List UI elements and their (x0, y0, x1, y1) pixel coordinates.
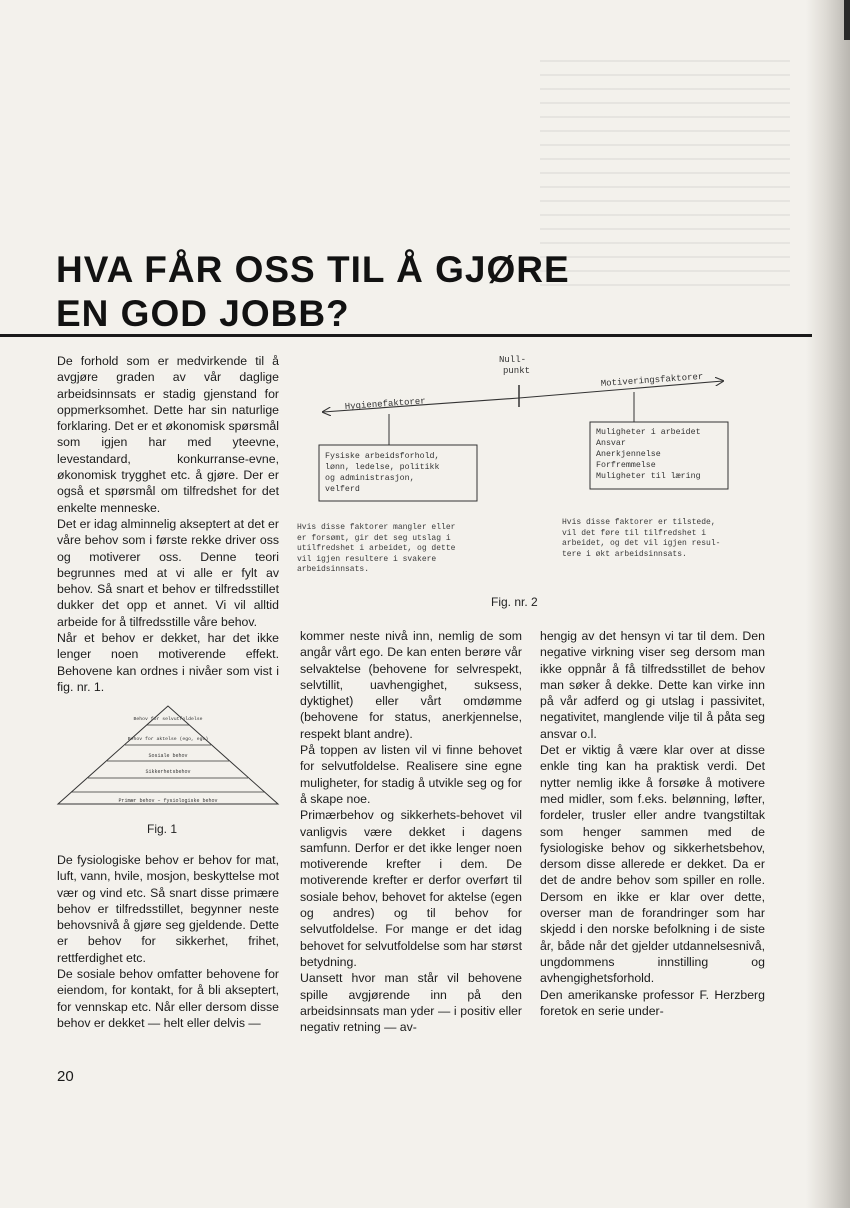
paragraph: De fysiologiske behov er behov for mat, luft, vann, hvile, mosjon, beskyttelse mot vær og vind etc. Så snart disse primære behov er tilfredsstillet, begynner neste behovsnivå å gjøre seg gjeldende. Dette er behov for sikkerhet, frihet, rettferdighet etc. (57, 853, 279, 965)
title-line-2: EN GOD JOBB? (56, 293, 350, 334)
fig2-nullpoint-label: Null- (499, 355, 527, 365)
page-edge (844, 0, 850, 40)
page-binding-shadow (806, 0, 850, 1208)
fig2-diagram (285, 345, 785, 505)
fig2-motivation-item: Muligheter til læring (596, 472, 701, 481)
note-line: arbeidsinnsats. (297, 565, 370, 574)
fig2-hygiene-item: og administrasjon, (325, 474, 415, 483)
title-line-1: HVA FÅR OSS TIL Å GJØRE (56, 249, 570, 290)
note-line: er forsømt, gir det seg utslag i (297, 533, 451, 543)
fig2-hygiene-item: velferd (325, 485, 360, 494)
paragraph: De forhold som er medvirkende til å avgjøre graden av vår daglige arbeidsinnsats er stadig gjenstand for oppmerksomhet. Dette har sin naturlige forklaring. Det er et økonomisk spørsmål som igjen har med yteevne, levestandard, konkurranse-evne, økonomisk trygghet etc. å gjøre. Der er også et spørsmål om tilfredshet for det enkelte menneske. (57, 354, 279, 515)
pyramid-level-1: Behov for selvutfoldelse (133, 717, 203, 722)
paragraph: Det er viktig å være klar over at disse enkle ting kan ha praktisk verdi. Det nytter nemlig ikke å forsøke å motivere med midler, som f.eks. belønning, løfter, fordeler, trusler eller andre tvangstiltak som henger sammen med de fysiologiske behov og sikkerhetsbehov, dersom disse allerede er dekket. Da er det de andre behov som spiller en rolle. Dersom en ikke er klar over dette, overser man de forandringer som har skjedd i den norske befolkning i de siste år, både når det gjelder utdannelsesnivå, ungdommens innstilling og avhengighetsforhold. (540, 743, 765, 986)
fig1-caption: Fig. 1 (147, 822, 178, 836)
column-3 (540, 628, 765, 1019)
fig2-motivation-note (562, 518, 772, 560)
pyramid-level-3: Sosiale behov (148, 753, 188, 759)
fig1-pyramid (55, 700, 281, 810)
fig2-caption: Fig. nr. 2 (491, 595, 538, 609)
paragraph: Den amerikanske professor F. Herzberg foretok en serie under- (540, 987, 765, 1018)
column-2 (300, 628, 522, 1035)
note-line: tere i økt arbeidsinnsats. (562, 549, 687, 559)
paragraph: Uansett hvor man står vil behovene spille avgjørende inn på den arbeidsinnsats man yder — i positiv eller negativ retning — av- (300, 971, 522, 1035)
note-line: vil det føre til tilfredshet i (562, 528, 707, 538)
paragraph: På toppen av listen vil vi finne behovet for selvutfoldelse. Realisere sine egne muligheter, for stadig å utvikle seg og for å skape noe. (300, 743, 522, 806)
page-number: 20 (57, 1068, 74, 1085)
fig2-hygiene-note (297, 523, 527, 576)
paragraph: De sosiale behov omfatter behovene for eiendom, for kontakt, for å bli akseptert, for vennskap etc. Når eller dersom disse behov er dekket — helt eller delvis — (57, 967, 279, 1030)
column-1-intro (57, 353, 279, 695)
fig2-motivation-item: Anerkjennelse (596, 450, 661, 459)
paragraph: Når et behov er dekket, har det ikke lenger noen motiverende effekt. Behovene kan ordnes i nivåer som vist i fig. nr. 1. (57, 631, 279, 694)
note-line: vil igjen resultere i svakere (297, 554, 437, 564)
fig2-motivation-label: Motiveringsfaktorer (600, 371, 704, 389)
note-line: arbeidet, og det vil igjen resul- (562, 539, 721, 548)
note-line: utilfredshet i arbeidet, og dette (297, 544, 456, 553)
note-line: Hvis disse faktorer er tilstede, (562, 518, 716, 527)
show-through-text (540, 60, 790, 290)
fig2-hygiene-item: lønn, ledelse, politikk (325, 463, 440, 472)
paragraph: Primærbehov og sikkerhets-behovet vil vanligvis være dekket i dagens samfunn. Derfor er det ikke lenger noen motiverende krefter i dem. De motiverende krefter er derfor overført til sosiale behov, behovet for aktelse (egen og andres) og til behov for selvutfoldelse. For mange er det idag behovet for selvutfoldelse som har størst betydning. (300, 808, 522, 969)
pyramid-level-4: Sikkerhetsbehov (145, 769, 191, 775)
paragraph: kommer neste nivå inn, nemlig de som angår vårt ego. De kan enten berøre vår selvaktelse (behovene for selvrespekt, selvtillit, uavhengighet, suksess, dyktighet) eller vårt omdømme (behovene for status, anerkjennelse, respekt blant andre). (300, 629, 522, 741)
fig2-motivation-item: Ansvar (596, 439, 626, 448)
fig2-nullpoint-label: punkt (503, 366, 531, 376)
pyramid-level-2: Behov for aktelse (ego, ego) (127, 737, 209, 742)
pyramid-level-5: Primær behov – fysiologiske behov (118, 798, 218, 804)
fig2-hygiene-item: Fysiske arbeidsforhold, (325, 452, 440, 461)
column-1-body (57, 852, 279, 1031)
title-rule (0, 334, 812, 337)
fig2-motivation-item: Forfremmelse (596, 461, 656, 470)
fig2-hygiene-label: Hygienefaktorer (344, 396, 427, 412)
paragraph: Det er idag alminnelig akseptert at det er våre behov som i første rekke driver oss og motiverer oss. Denne teori begrunnes med at vi alle er fylt av behov. Så snart et behov er tilfredsstillet dukker det opp et annet. Vi vil alltid arbeide for å tilfredsstille våre behov. (57, 516, 279, 629)
note-line: Hvis disse faktorer mangler eller (297, 523, 456, 532)
fig2-motivation-item: Muligheter i arbeidet (596, 428, 701, 437)
article-title (56, 248, 570, 336)
paragraph: hengig av det hensyn vi tar til dem. Den negative virkning viser seg dersom man ikke oppnår å få tilfredsstillet de behov man søker å dekke. Dette kan virke inn på vår adferd og gi utslag i passivitet, negativitet, manglende vilje til å påta seg ansvar o.l. (540, 629, 765, 741)
